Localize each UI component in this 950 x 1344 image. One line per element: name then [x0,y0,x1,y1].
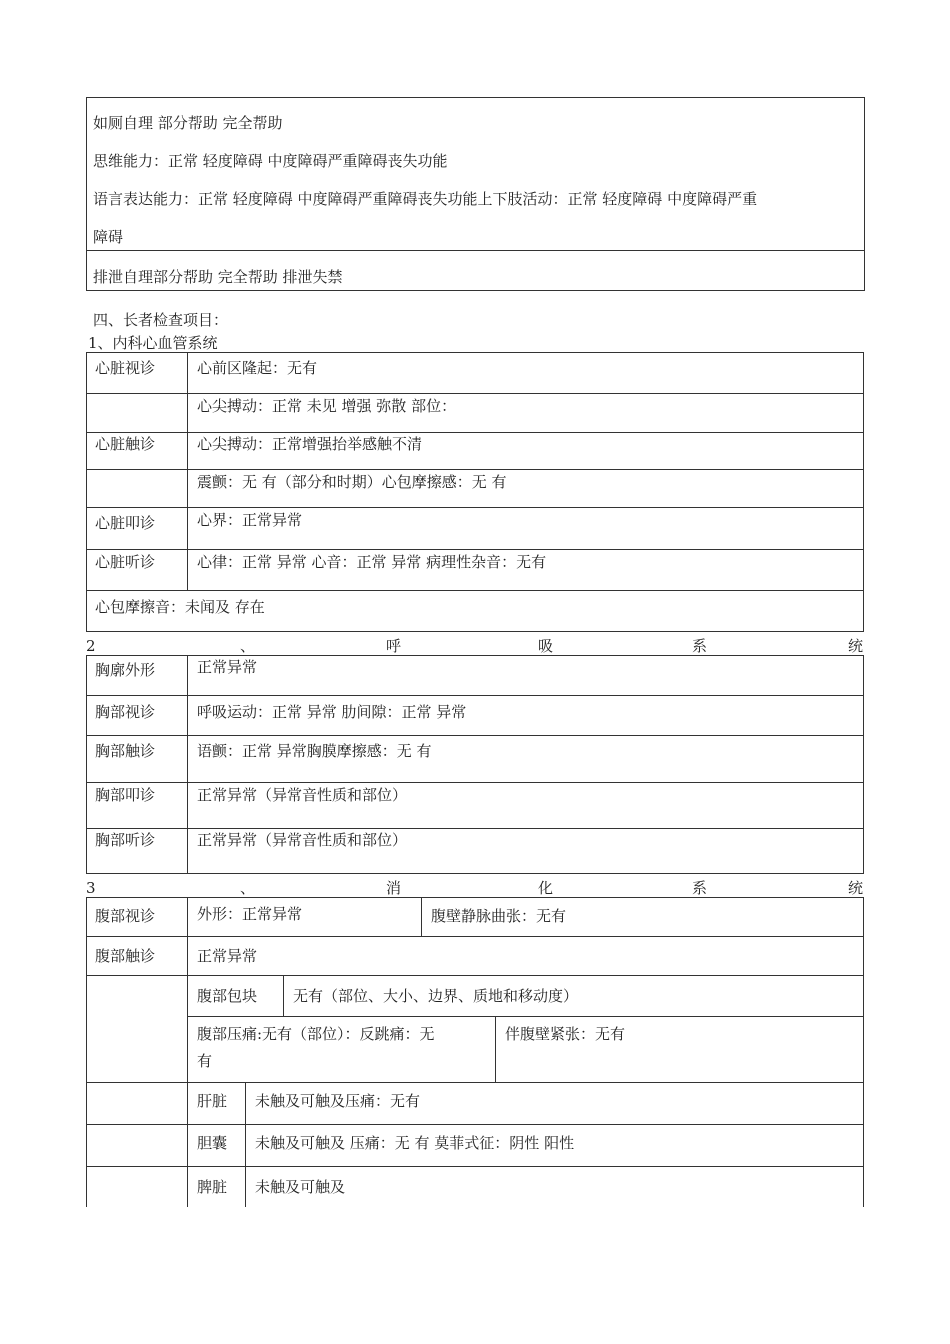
digest-title-char: 消 [386,879,402,897]
table-row-label: 心脏叩诊 [95,514,156,532]
resp-row-line [86,735,864,736]
table-row-content: 无有（部位、大小、边界、质地和移动度） [293,987,579,1005]
table-row-content: 心尖搏动：正常增强抬举感触不清 [197,435,423,453]
resp-row-line [86,782,864,783]
self-care-divider [86,250,865,251]
digest-title-char: 3 [86,879,96,897]
cardio-row-line [86,590,864,591]
table-row-label: 胸部触诊 [95,742,156,760]
digest-row-line [86,1124,864,1125]
table-row-content: 未触及可触及压痛：无有 [255,1092,421,1110]
table-row-label: 腹部触诊 [95,947,156,965]
table-row-content-cont: 有 [197,1052,213,1070]
table-sub-label: 肝脏 [197,1092,228,1110]
cardio-col-divider [187,352,188,590]
digest-row-line [86,1166,864,1167]
thinking-ability-text: 思维能力：正常 轻度障碍 中度障碍严重障碍丧失功能 [93,152,448,170]
resp-title-char: 呼 [386,637,402,655]
table-row-content: 正常异常（异常音性质和部位） [197,786,408,804]
resp-title-char: 统 [848,637,864,655]
cardio-row-line [86,507,864,508]
table-row-label: 胸部叩诊 [95,786,156,804]
pericardial-rub-text: 心包摩擦音：未闻及 存在 [95,598,265,616]
table-row-label: 心脏触诊 [95,435,156,453]
table-row-content: 心前区隆起：无有 [197,359,318,377]
language-ability-text: 语言表达能力：正常 轻度障碍 中度障碍严重障碍丧失功能上下肢活动：正常 轻度障碍 中度障碍严重 [93,190,758,208]
toilet-self-care-text: 如厕自理 部分帮助 完全帮助 [93,114,283,132]
table-row-label: 心脏视诊 [95,359,156,377]
table-row-content: 心界：正常异常 [197,511,303,529]
resp-col-divider [187,655,188,874]
section-title: 四、长者检查项目： [93,311,229,329]
digest-sub-divider [245,1082,246,1207]
digest-title-char: 、 [240,879,256,897]
digest-row-line [86,975,864,976]
digest-title-char: 化 [538,879,554,897]
table-row-content: 正常异常（异常音性质和部位） [197,831,408,849]
table-row-content: 呼吸运动：正常 异常 肋间隙：正常 异常 [197,703,467,721]
table-row-label: 胸部视诊 [95,703,156,721]
digest-table-right [863,897,864,1207]
table-row-content: 震颤：无 有（部分和时期）心包摩擦感：无 有 [197,473,507,491]
digest-title-char: 系 [692,879,708,897]
table-row-content: 腹部压痛:无有（部位）：反跳痛：无 [197,1025,435,1043]
digest-row1-divider [421,897,422,936]
digest-table-top [86,897,864,898]
language-ability-text-cont: 障碍 [93,228,124,246]
digest-row-line [86,936,864,937]
table-row-content: 腹壁静脉曲张：无有 [431,907,567,925]
digest-row-line [86,1082,864,1083]
resp-row-line [86,695,864,696]
table-row-label: 腹部视诊 [95,907,156,925]
table-sub-label: 胆囊 [197,1134,228,1152]
table-row-label: 胸部听诊 [95,831,156,849]
table-row-content: 心尖搏动：正常 未见 增强 弥散 部位： [197,397,457,415]
table-sub-label: 腹部包块 [197,987,258,1005]
resp-title-char: 系 [692,637,708,655]
table-row-content: 语颤：正常 异常胸膜摩擦感：无 有 [197,742,432,760]
resp-title-char: 、 [240,637,256,655]
digest-title-char: 统 [848,879,864,897]
excretion-self-care-text: 排泄自理部分帮助 完全帮助 排泄失禁 [93,268,343,286]
digest-col-divider [187,897,188,1207]
table-row-content: 外形：正常异常 [197,905,303,923]
digest-table-left [86,897,87,1207]
resp-title-char: 吸 [538,637,554,655]
cardio-row-line [86,393,864,394]
digest-row3-divider [283,975,284,1016]
table-row-content: 未触及可触及 压痛：无 有 莫菲式征：阴性 阳性 [255,1134,575,1152]
table-row-label: 胸廓外形 [95,661,156,679]
resp-title-char: 2 [86,637,96,655]
table-row-content: 正常异常 [197,658,258,676]
table-row-content: 正常异常 [197,947,258,965]
cardio-row-line [86,432,864,433]
resp-row-line [86,828,864,829]
cardio-row-line [86,469,864,470]
table-row-content: 心律：正常 异常 心音：正常 异常 病理性杂音：无有 [197,553,547,571]
table-row-label: 心脏听诊 [95,553,156,571]
digest-row-line [187,1016,864,1017]
cardio-row-line [86,549,864,550]
table-row-content: 未触及可触及 [255,1178,346,1196]
cardio-title: 1、内科心血管系统 [88,334,218,352]
digest-row4-divider [495,1016,496,1082]
table-sub-label: 脾脏 [197,1178,228,1196]
table-row-content: 伴腹壁紧张：无有 [505,1025,626,1043]
